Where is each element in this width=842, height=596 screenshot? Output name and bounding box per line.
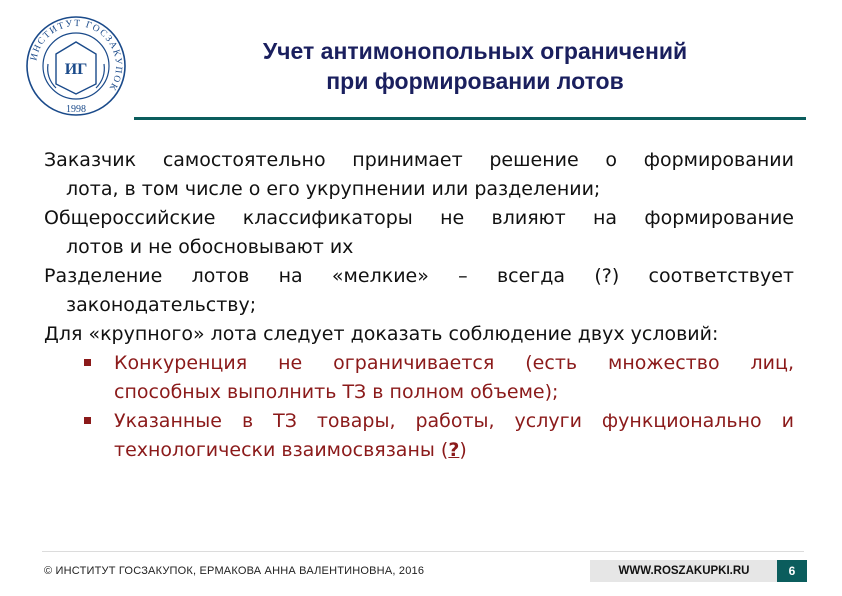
- bullet-2-line-1: Указанные в ТЗ товары, работы, услуги функционально и: [114, 410, 794, 432]
- slide-title: [150, 36, 800, 96]
- bullet-2-line-2-close: ): [459, 439, 467, 461]
- square-bullet-icon: [84, 417, 91, 424]
- logo-ring-text: ИНСТИТУТ ГОСЗАКУПОК: [29, 18, 124, 93]
- slide-body: [44, 146, 794, 465]
- logo-monogram: ИГ: [64, 61, 88, 78]
- paragraph-4: [44, 320, 794, 349]
- bullet-2-line-2: [114, 436, 794, 465]
- paragraph-3-line-2: законодательству;: [66, 294, 257, 316]
- paragraph-4-line-1: Для «крупного» лота следует доказать соблюдение двух условий:: [44, 323, 719, 345]
- slide-title-line-1: Учет антимонопольных ограничений: [262, 38, 688, 64]
- slide-title-line-2: при формировании лотов: [326, 68, 624, 94]
- bullet-list: [84, 349, 794, 465]
- question-mark: ?: [448, 439, 460, 461]
- bullet-1-line-1: Конкуренция не ограничивается (есть множество лиц,: [114, 352, 794, 374]
- paragraph-3: [44, 262, 794, 320]
- institute-seal-logo-icon: [24, 14, 128, 118]
- footer-divider: [42, 551, 804, 552]
- title-divider: [134, 117, 806, 120]
- logo-year: 1998: [66, 104, 86, 115]
- square-bullet-icon: [84, 359, 91, 366]
- paragraph-1: [44, 146, 794, 204]
- paragraph-2-line-1: Общероссийские классификаторы не влияют на формирование: [44, 207, 794, 229]
- bullet-item-1: [84, 349, 794, 407]
- paragraph-2-line-2: лотов и не обосновывают их: [66, 236, 354, 258]
- paragraph-2: [44, 204, 794, 262]
- paragraph-1-line-1: Заказчик самостоятельно принимает решение о формировании: [44, 149, 794, 171]
- paragraph-3-line-1: Разделение лотов на «мелкие» – всегда (?) соответствует: [44, 265, 794, 287]
- page-number: 6: [777, 560, 807, 582]
- bullet-item-2: [84, 407, 794, 465]
- footer-copyright: © ИНСТИТУТ ГОСЗАКУПОК, ЕРМАКОВА АННА ВАЛЕНТИНОВНА, 2016: [44, 565, 425, 577]
- bullet-2-line-2-text: технологически взаимосвязаны (: [114, 439, 449, 461]
- bullet-1-line-2: способных выполнить ТЗ в полном объеме);: [114, 381, 559, 403]
- footer-website: WWW.ROSZAKUPKI.RU: [590, 560, 778, 582]
- paragraph-1-line-2: лота, в том числе о его укрупнении или разделении;: [66, 178, 601, 200]
